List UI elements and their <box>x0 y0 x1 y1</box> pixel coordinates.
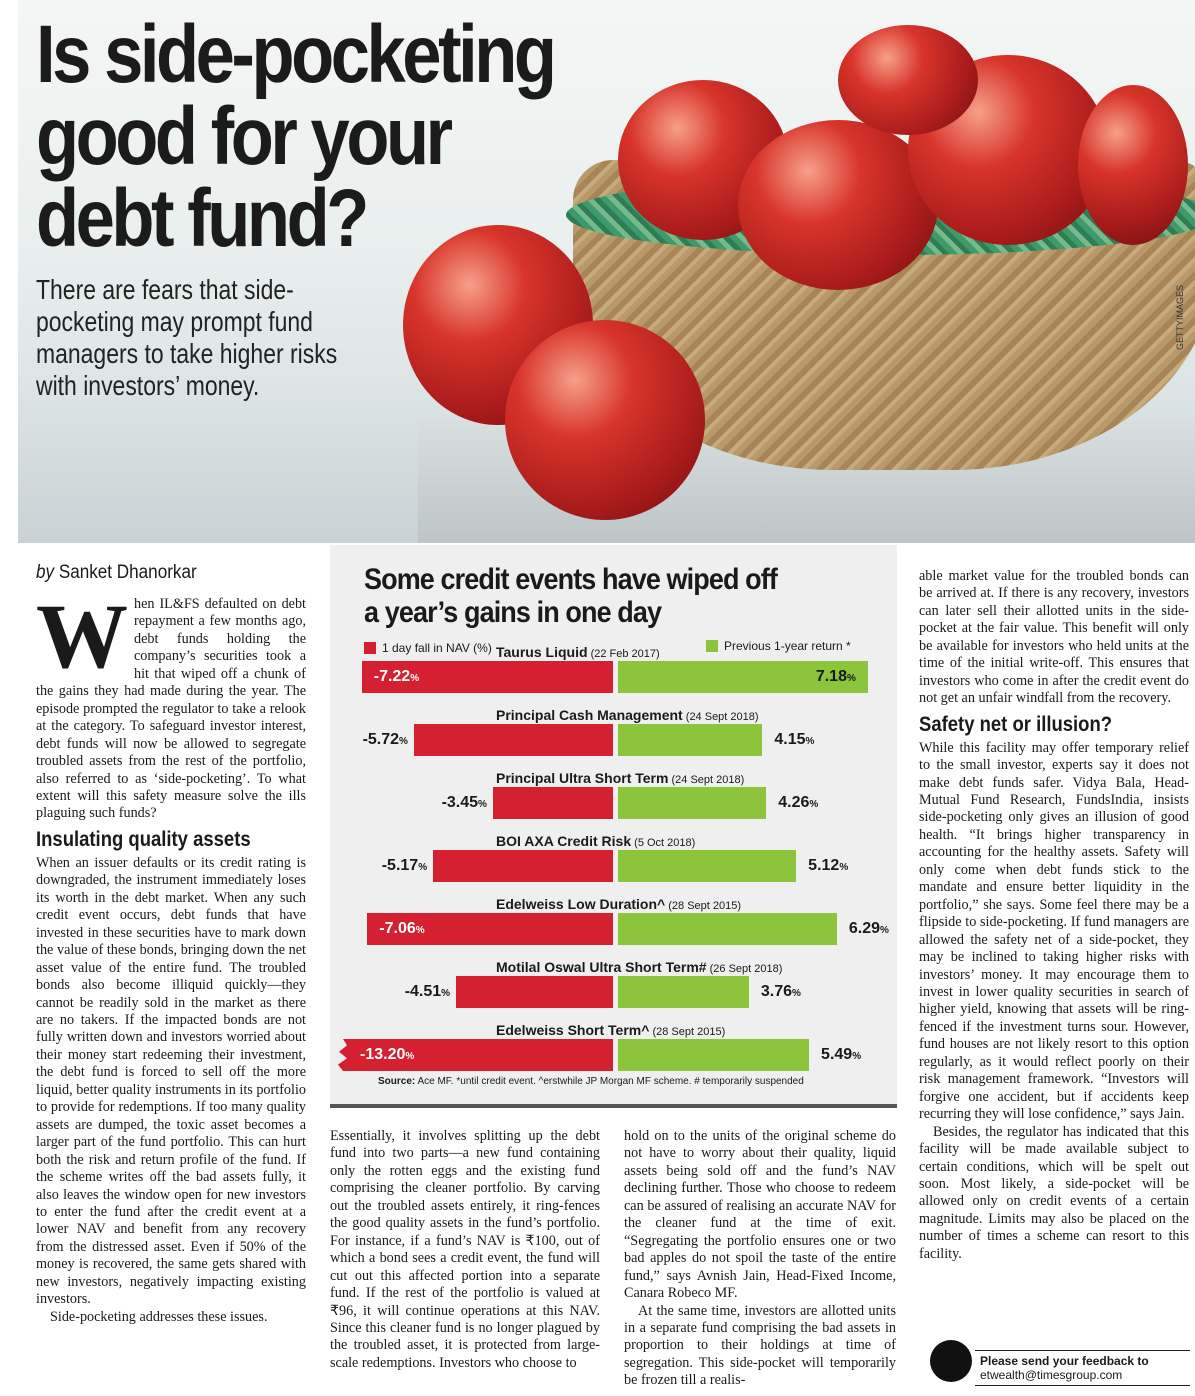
bar-fall-value: -5.72% <box>362 731 408 748</box>
bar-return <box>618 913 837 945</box>
category-date: (24 Sept 2018) <box>668 774 745 786</box>
bar-fall-value: -5.17% <box>381 857 428 874</box>
legend-return <box>706 639 851 653</box>
photo-credit: GETTYIMAGES <box>1175 285 1185 351</box>
source-label: Source: <box>378 1076 416 1087</box>
column-3 <box>624 1128 896 1390</box>
bar-category-label <box>496 644 660 660</box>
bar-return <box>618 724 762 756</box>
byline-by: by <box>36 562 55 583</box>
legend-swatch <box>364 642 376 654</box>
paragraph: able market value for the troubled bonds can be arrived at. If there is any recovery, investors can later sell their allotted units in the side-pocket at the fair value. This benefit will only be available for investors who held units at the time of the initial write-off. This ensures that investors who come in after the credit event do not get an unfair windfall from the recovery. <box>919 568 1189 707</box>
bar-fall-value: -7.22% <box>373 668 420 685</box>
bar-fall-value: -7.06% <box>379 920 425 937</box>
column-2 <box>330 1128 600 1372</box>
paragraph: Essentially, it involves splitting up the debt fund into two parts—a new fund containing only the rotten eggs and the existing fund comprising the cleaner portfolio. By carving out the troubled assets entirely, it ring-fences the good quality assets in the fund’s portfolio. For instance, if a fund’s NAV is ₹100, out of which a bond sees a credit event, the fund will cut out this affected portion into a separate fund. If the rest of the portfolio is valued at ₹96, it will continue operations at this NAV. Since this cleaner fund is no longer plagued by the troubled asset, it is protected from large-scale redemptions. Investors who choose to <box>330 1128 600 1371</box>
column-4 <box>919 568 1189 1263</box>
category-name: Motilal Oswal Ultra Short Term# <box>496 959 707 975</box>
bar-category-label <box>496 833 695 849</box>
bar-fall-value: -4.51% <box>404 983 451 1000</box>
paragraph: hold on to the units of the original scheme do not have to worry about their quality, liquid assets being sold off and the fund’s NAV declining further. Those who choose to redeem can be assured of realising an accurate NAV for the cleaner fund at the time of exit. “Segregating the portfolio ensures one or two bad apples do not spoil the taste of the entire fund,” says Avnish Jain, Head-Fixed Income, Canara Robeco MF. <box>624 1128 896 1302</box>
bar-category-label <box>496 896 741 912</box>
author-name: Sanket Dhanorkar <box>58 562 197 583</box>
bar-return-value: 6.29% <box>848 920 889 937</box>
bar-category-label <box>496 770 744 786</box>
category-name: Principal Ultra Short Term <box>496 770 669 786</box>
apple <box>505 320 705 520</box>
section-heading: Insulating quality assets <box>36 827 251 851</box>
headline-line: good for your <box>36 91 450 182</box>
bar-return <box>618 976 749 1008</box>
category-date: (22 Feb 2017) <box>587 648 660 660</box>
byline <box>36 562 279 584</box>
category-date: (5 Oct 2018) <box>631 837 696 849</box>
legend-fall <box>364 641 492 655</box>
headline <box>36 9 554 264</box>
paragraph: At the same time, investors are allotted units in a separate fund comprising the bad assets in proportion to their holdings at time of segregation. This side-pocket will temporarily be frozen till a realis- <box>624 1302 896 1389</box>
bar-return-value: 5.49% <box>821 1046 862 1063</box>
legend-label: Previous 1-year return * <box>724 639 851 653</box>
category-name: BOI AXA Credit Risk <box>496 833 632 849</box>
legend-swatch <box>706 640 718 652</box>
feedback-box <box>975 1350 1190 1386</box>
bar-fall <box>493 787 613 819</box>
category-name: Taurus Liquid <box>496 644 588 660</box>
paragraph: When an issuer defaults or its credit rating is downgraded, the instrument immediately loses its worth in the debt market. When any such credit event occurs, debt funds that have invested in these securities have to mark down the value of these bonds, bringing down the net asset value of the entire fund. The troubled bonds also become illiquid quickly—they cannot be readily sold in the market as there are no takers. If the impacted bonds are not fully written down and investors worried about their money start redeeming their investment, the debt fund is forced to sell off the more liquid, better quality instruments in its portfolio to provide for redemptions. If too many quality assets are dumped, the toxic asset becomes a larger part of the fund portfolio. This can hurt both the risk and return profile of the fund. If the scheme writes off the bad assets fully, it also leaves the window open for new investors to enter the fund after the credit event at a lower NAV and benefit from any recovery from the distressed asset. Even if 50% of the money is recovered, the same gets shared with new investors, negatively impacting existing investors. <box>36 854 306 1308</box>
column-1 <box>36 562 306 1326</box>
subheadline: There are fears that side-pocketing may prompt fund managers to take higher risks with investors’ money. <box>36 274 338 401</box>
bar-category-label <box>496 1022 725 1038</box>
category-name: Edelweiss Low Duration^ <box>496 896 666 912</box>
category-date: (28 Sept 2015) <box>665 900 742 912</box>
bar-return <box>618 787 766 819</box>
apple <box>838 25 978 135</box>
bar-category-label <box>496 707 759 723</box>
source-text: Ace MF. *until credit event. ^erstwhile JP Morgan MF scheme. # temporarily suspended <box>417 1076 804 1087</box>
ink-splat-icon <box>930 1340 972 1382</box>
section-heading: Safety net or illusion? <box>919 712 1113 736</box>
legend-label: 1 day fall in NAV (%) <box>382 641 492 655</box>
bar-fall-value: -13.20% <box>360 1046 415 1063</box>
bar-fall-value: -3.45% <box>441 794 487 811</box>
drop-cap: W <box>36 585 128 687</box>
bar-fall <box>414 724 613 756</box>
headline-line: debt fund? <box>36 173 366 264</box>
bar-return-value: 7.18% <box>815 668 856 685</box>
paragraph: hen IL&FS defaulted on debt repayment a few months ago, debt funds holding the company’s securities took a hit that wiped off a chunk of the gains they had made during the year. The episode prompted the regulator to take a relook at the category. To safeguard investor interest, debt funds will now be allowed to segregate troubled assets from the rest of the portfolio, also referred to as ‘side-pocketing’. To what extent will this safety measure solve the ills plaguing such funds? <box>36 596 306 822</box>
category-name: Principal Cash Management <box>496 707 683 723</box>
bar-fall <box>456 976 613 1008</box>
bar-return-value: 4.15% <box>774 731 815 748</box>
feedback-email[interactable]: etwealth@timesgroup.com <box>980 1368 1123 1382</box>
bar-return-value: 5.12% <box>808 857 849 874</box>
bar-return <box>618 850 796 882</box>
bar-return-value: 3.76% <box>760 983 801 1000</box>
chart-title: Some credit events have wiped off a year’s gains in one day <box>364 563 777 629</box>
chart-source <box>378 1076 804 1087</box>
bar-return-value: 4.26% <box>778 794 819 811</box>
category-date: (26 Sept 2018) <box>706 963 783 975</box>
bar-fall <box>433 850 613 882</box>
category-name: Edelweiss Short Term^ <box>496 1022 650 1038</box>
bar-return <box>618 1039 809 1071</box>
feedback-label: Please send your feedback to <box>980 1354 1149 1368</box>
chart <box>330 545 897 1108</box>
paragraph: Besides, the regulator has indicated that this facility will be made available subject to certain conditions, which will be spelt out soon. Most likely, a side-pocket will be allowed only on credit events of a certain magnitude. Limits may also be placed on the number of times a scheme can resort to this facility. <box>919 1123 1189 1262</box>
bar-category-label <box>496 959 782 975</box>
paragraph: While this facility may offer temporary relief to the small investor, experts say it does not make debt funds safer. Vidya Bala, Head-Mutual Fund Research, FundsIndia, insists side-pocketing only gives an illusion of good health. “It brings higher transparency in accounting for the healthy assets. Safety will only come when debt funds stick to the mandate and ensure better liquidity in the portfolio,” she says. Some feel there may be a flipside to side-pocketing. If fund managers are allowed the safety net of a side-pocket, they may be inclined to taking higher risks with investors’ money. It may encourage them to invest in lower quality securities in search of higher yield, knowing that assets will be ring-fenced if the investment turns sour. However, fund houses are not likely resort to this option regularly, as it would reflect poorly on their risk management framework. “Investors will forgive one accident, but if accidents keep recurring they will lose confidence,” says Jain. <box>919 739 1189 1123</box>
paragraph: Side-pocketing addresses these issues. <box>50 1308 268 1325</box>
category-date: (24 Sept 2018) <box>682 711 759 723</box>
apple <box>1078 85 1188 245</box>
category-date: (28 Sept 2015) <box>649 1026 726 1038</box>
headline-line: Is side-pocketing <box>36 9 554 100</box>
